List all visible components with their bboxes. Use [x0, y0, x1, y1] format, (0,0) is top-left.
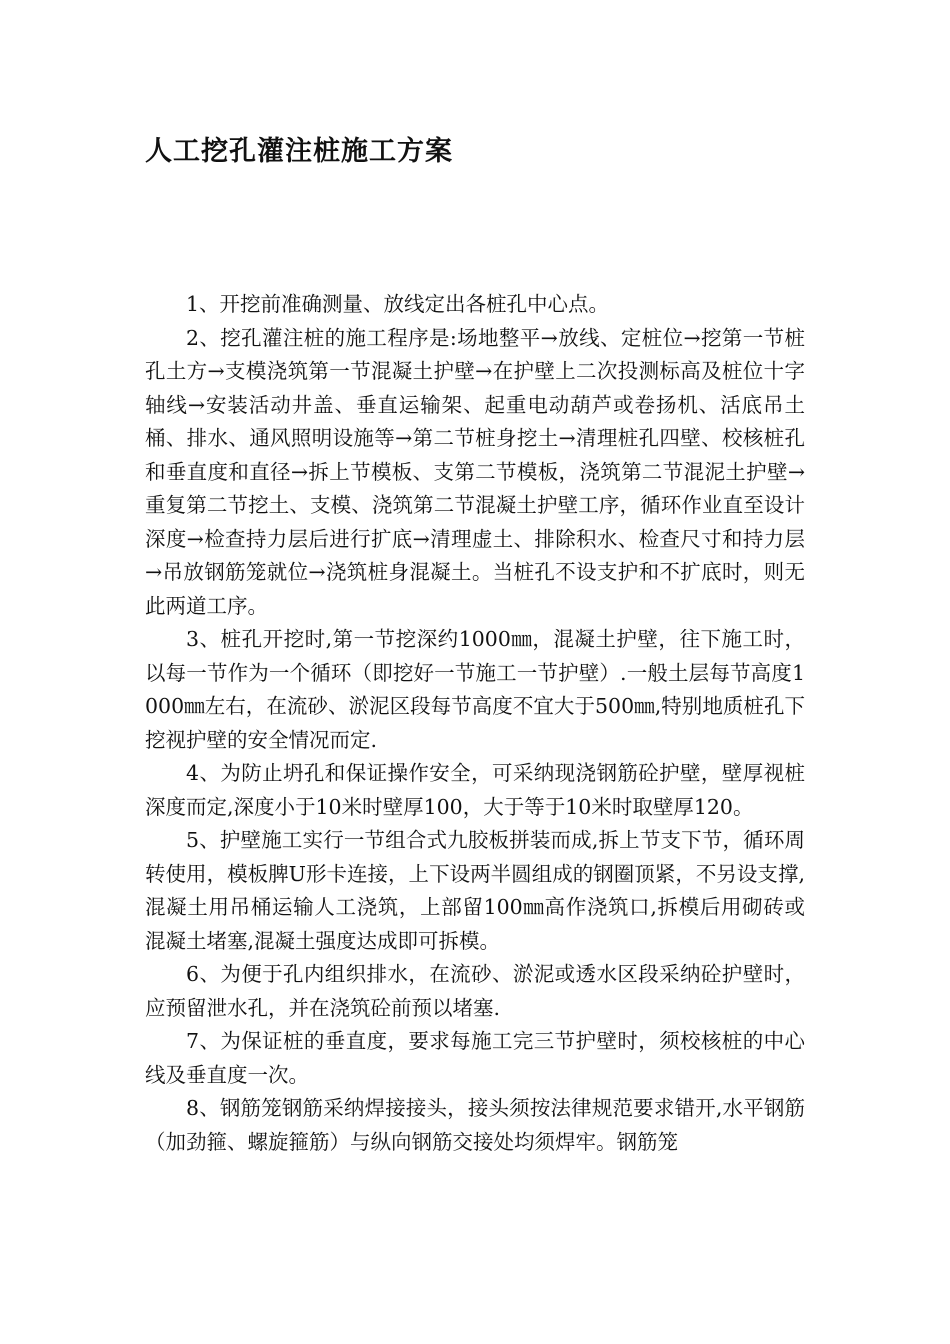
paragraph-7: 7、为保证桩的垂直度，要求每施工完三节护壁时，须校核桩的中心线及垂直度一次。	[145, 1029, 805, 1087]
paragraph-5: 5、护壁施工实行一节组合式九胶板拼装而成,拆上节支下节，循环周转使用，模板脾U形卡连接，上下设两半圆组成的钢圈顶紧，不另设支撑,混凝土用吊桶运输人工浇筑，上部留100㎜高作浇筑口,拆模后用砌砖或混凝土堵塞,混凝土强度达成即可拆模。	[145, 828, 805, 953]
paragraph-2: 2、挖孔灌注桩的施工程序是:场地整平→放线、定桩位→挖第一节桩孔土方→支模浇筑第一节混凝土护壁→在护壁上二次投测标高及桩位十字轴线→安装活动井盖、垂直运输架、起重电动葫芦或卷扬机、活底吊土桶、排水、通风照明设施等→第二节桩身挖土→清理桩孔四壁、校核桩孔和垂直度和直径→拆上节模板、支第二节模板，浇筑第二节混泥土护壁→重复第二节挖土、支模、浇筑第二节混凝土护壁工序，循环作业直至设计深度→检查持力层后进行扩底→清理虚土、排除积水、检查尺寸和持力层→吊放钢筋笼就位→浇筑桩身混凝土。当桩孔不设支护和不扩底时，则无此两道工序。	[145, 325, 805, 618]
paragraph-8: 8、钢筋笼钢筋采纳焊接接头，接头须按法律规范要求错开,水平钢筋（加劲箍、螺旋箍筋）与纵向钢筋交接处均须焊牢。钢筋笼	[145, 1096, 805, 1154]
paragraph-6: 6、为便于孔内组织排水，在流砂、淤泥或透水区段采纳砼护壁时，应预留泄水孔，并在浇筑砼前预以堵塞.	[145, 962, 805, 1020]
paragraph-3: 3、桩孔开挖时,第一节挖深约1000㎜，混凝土护壁，往下施工时，以每一节作为一个循环（即挖好一节施工一节护壁）.一般土层每节高度1000㎜左右，在流砂、淤泥区段每节高度不宜大于500㎜,特别地质桩孔下挖视护壁的安全情况而定.	[145, 627, 805, 752]
paragraph-4: 4、为防止坍孔和保证操作安全，可采纳现浇钢筋砼护壁，壁厚视桩深度而定,深度小于10米时壁厚100，大于等于10米时取壁厚120。	[145, 761, 805, 819]
document-body	[145, 288, 805, 1159]
paragraph-1: 1、开挖前准确测量、放线定出各桩孔中心点。	[186, 292, 610, 316]
page-title: 人工挖孔灌注桩施工方案	[145, 136, 453, 167]
